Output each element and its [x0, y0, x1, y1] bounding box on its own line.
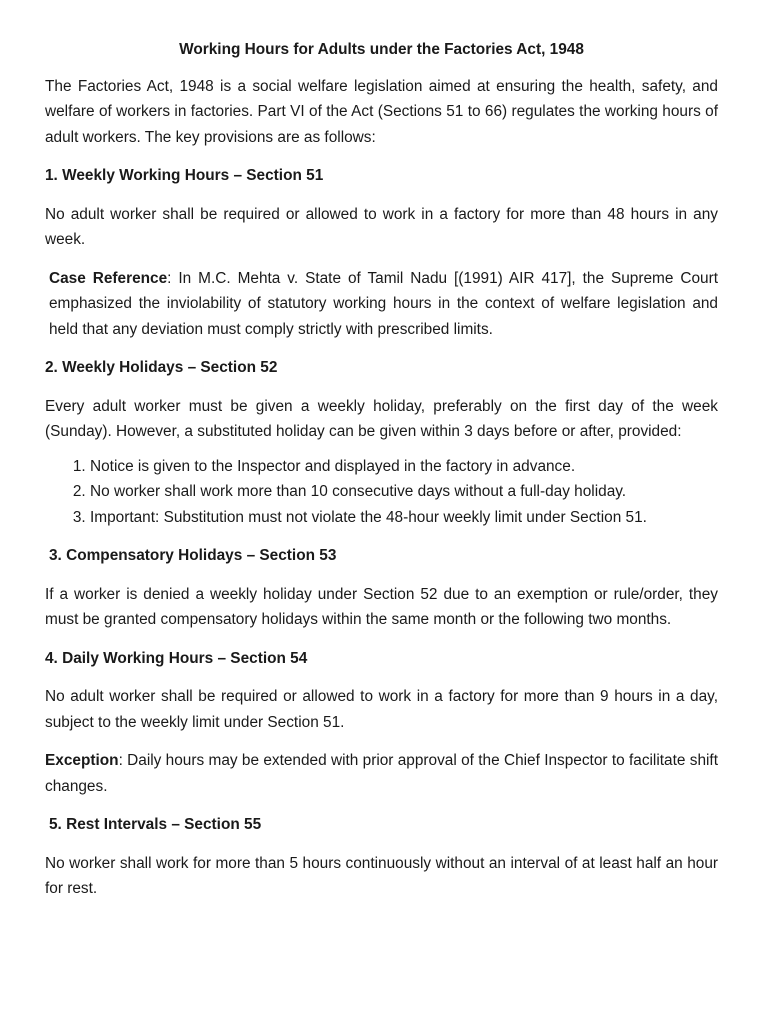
- section-3-text: If a worker is denied a weekly holiday under Section 52 due to an exemption or rule/order, they must be granted compensatory holidays within the same month or the following two months.: [45, 585, 718, 628]
- section-1-text: No adult worker shall be required or allowed to work in a factory for more than 48 hours in any week.: [45, 205, 718, 248]
- document-title: Working Hours for Adults under the Factories Act, 1948: [179, 41, 584, 58]
- section-5-heading: 5. Rest Intervals – Section 55: [49, 816, 262, 833]
- case-reference-label: Case Reference: [49, 269, 168, 287]
- case-reference-text: : In M.C. Mehta v. State of Tamil Nadu [(1991) AIR 417], the Supreme Court emphasized the inviolability of statutory working hours in the context of welfare legislation and held that any deviation must comply strictly with prescribed limits.: [49, 269, 718, 338]
- section-2-list: [45, 454, 718, 531]
- list-item: 3. Important: Substitution must not violate the 48-hour weekly limit under Section 51.: [90, 505, 718, 531]
- section-2-text: Every adult worker must be given a weekly holiday, preferably on the first day of the week (Sunday). However, a substituted holiday can be given within 3 days before or after, provided:: [45, 397, 718, 440]
- intro-paragraph: The Factories Act, 1948 is a social welfare legislation aimed at ensuring the health, safety, and welfare of workers in factories. Part VI of the Act (Sections 51 to 66) regulates the working hours of adult workers. The key provisions are as follows:: [45, 77, 718, 146]
- exception-label: Exception: [45, 752, 119, 769]
- list-item: 1. Notice is given to the Inspector and displayed in the factory in advance.: [90, 454, 718, 480]
- section-4-text: No adult worker shall be required or allowed to work in a factory for more than 9 hours in a day, subject to the weekly limit under Section 51.: [45, 688, 718, 731]
- list-item: 2. No worker shall work more than 10 consecutive days without a full-day holiday.: [90, 479, 718, 505]
- section-4-heading: 4. Daily Working Hours – Section 54: [45, 649, 308, 667]
- section-1-heading: 1. Weekly Working Hours – Section 51: [45, 167, 324, 184]
- section-2-heading: 2. Weekly Holidays – Section 52: [45, 359, 278, 376]
- exception-text: : Daily hours may be extended with prior approval of the Chief Inspector to facilitate shift changes.: [45, 752, 718, 795]
- section-1-case-reference: [45, 266, 718, 343]
- section-5-text: No worker shall work for more than 5 hours continuously without an interval of at least half an hour for rest.: [45, 854, 718, 897]
- section-4-exception: [45, 748, 718, 799]
- section-3-heading: 3. Compensatory Holidays – Section 53: [49, 547, 337, 564]
